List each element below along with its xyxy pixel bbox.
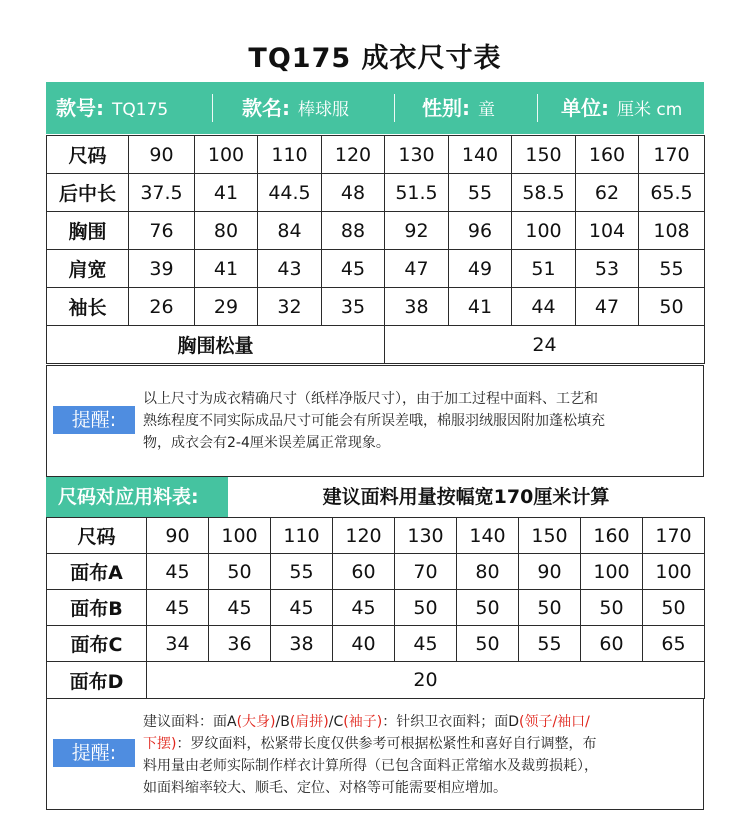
table-row xyxy=(47,662,705,699)
table-cell: 100 xyxy=(512,212,576,250)
table-row xyxy=(47,626,705,662)
table-cell: 50 xyxy=(209,554,271,590)
table-cell: 130 xyxy=(395,518,457,554)
fabric-table-label: 尺码对应用料表: xyxy=(46,477,228,517)
table-cell: 50 xyxy=(643,590,705,626)
table-cell: 65 xyxy=(643,626,705,662)
table-cell: 108 xyxy=(639,212,705,250)
ease-value: 24 xyxy=(385,326,705,364)
table-row xyxy=(47,590,705,626)
style-name-value: 棒球服 xyxy=(298,100,349,120)
table-cell: 90 xyxy=(519,554,581,590)
table-cell: 49 xyxy=(449,250,512,288)
table-cell: 55 xyxy=(449,174,512,212)
table-cell: 80 xyxy=(195,212,258,250)
unit-label: 单位: xyxy=(561,96,609,120)
table-cell: 120 xyxy=(333,518,395,554)
note-text xyxy=(143,388,703,454)
style-no-value: TQ175 xyxy=(112,100,169,120)
table-cell: 45 xyxy=(209,590,271,626)
table-cell: 90 xyxy=(147,518,209,554)
table-cell: 170 xyxy=(643,518,705,554)
table-cell: 44 xyxy=(512,288,576,326)
table-cell: 60 xyxy=(581,626,643,662)
table-cell: 120 xyxy=(322,136,385,174)
note-line: 料用量由老师实际制作样衣计算所得（已包含面料正常缩水及裁剪损耗）， xyxy=(143,758,598,774)
note-text xyxy=(143,711,703,799)
table-cell: 45 xyxy=(333,590,395,626)
table-row xyxy=(47,136,705,174)
table-cell: 62 xyxy=(576,174,639,212)
table-cell: 110 xyxy=(271,518,333,554)
table-cell: 100 xyxy=(209,518,271,554)
gender-value: 童 xyxy=(478,100,495,120)
table-row xyxy=(47,518,705,554)
row-label: 尺码 xyxy=(47,518,147,554)
table-cell: 45 xyxy=(147,554,209,590)
table-cell: 45 xyxy=(147,590,209,626)
table-cell: 35 xyxy=(322,288,385,326)
tip-badge: 提醒: xyxy=(53,739,135,767)
table-cell: 39 xyxy=(129,250,195,288)
table-cell: 41 xyxy=(195,250,258,288)
table-cell: 37.5 xyxy=(129,174,195,212)
table-cell: 53 xyxy=(576,250,639,288)
row-label: 袖长 xyxy=(47,288,129,326)
row-label: 胸围 xyxy=(47,212,129,250)
table-cell: 65.5 xyxy=(639,174,705,212)
fabric-heading: 建议面料用量按幅宽170厘米计算 xyxy=(322,486,610,508)
table-cell: 40 xyxy=(333,626,395,662)
table-cell: 32 xyxy=(258,288,322,326)
table-cell: 34 xyxy=(147,626,209,662)
table-cell: 100 xyxy=(643,554,705,590)
table-cell: 44.5 xyxy=(258,174,322,212)
table-cell: 110 xyxy=(258,136,322,174)
table-cell: 36 xyxy=(209,626,271,662)
table-cell: 48 xyxy=(322,174,385,212)
table-cell: 45 xyxy=(271,590,333,626)
table-cell: 140 xyxy=(457,518,519,554)
table-row xyxy=(47,554,705,590)
table-cell: 100 xyxy=(581,554,643,590)
header-divider xyxy=(394,94,395,122)
table-cell: 55 xyxy=(639,250,705,288)
table-cell: 38 xyxy=(271,626,333,662)
table-cell: 50 xyxy=(395,590,457,626)
unit xyxy=(561,82,682,134)
table-cell: 50 xyxy=(457,590,519,626)
table-cell: 45 xyxy=(322,250,385,288)
table-cell: 104 xyxy=(576,212,639,250)
row-label: 面布A xyxy=(47,554,147,590)
table-cell: 96 xyxy=(449,212,512,250)
table-row xyxy=(47,250,705,288)
header-divider xyxy=(212,94,213,122)
table-cell: 51.5 xyxy=(385,174,449,212)
tip-badge: 提醒: xyxy=(53,406,135,434)
table-cell: 170 xyxy=(639,136,705,174)
unit-value: 厘米 cm xyxy=(617,100,683,120)
row-label: 面布B xyxy=(47,590,147,626)
row-label: 肩宽 xyxy=(47,250,129,288)
table-cell: 150 xyxy=(512,136,576,174)
table-cell: 43 xyxy=(258,250,322,288)
table-cell: 41 xyxy=(195,174,258,212)
note-line: 下摆)：罗纹面料，松紧带长度仅供参考可根据松紧性和喜好自行调整，布 xyxy=(143,736,597,752)
style-no xyxy=(56,82,168,134)
table-row xyxy=(47,288,705,326)
table-row xyxy=(47,174,705,212)
size-table xyxy=(46,135,705,364)
gender-label: 性别: xyxy=(422,96,470,120)
table-cell: 160 xyxy=(576,136,639,174)
fabric-table xyxy=(46,517,705,699)
table-cell: 51 xyxy=(512,250,576,288)
note-line: 以上尺寸为成衣精确尺寸（纸样净版尺寸），由于加工过程中面料、工艺和 xyxy=(143,391,598,407)
table-cell: 38 xyxy=(385,288,449,326)
header-divider xyxy=(537,94,538,122)
table-cell: 58.5 xyxy=(512,174,576,212)
row-label: 面布D xyxy=(47,662,147,699)
table-cell: 80 xyxy=(457,554,519,590)
page-title: TQ175 成衣尺寸表 xyxy=(248,43,502,74)
table-cell: 50 xyxy=(639,288,705,326)
table-cell: 150 xyxy=(519,518,581,554)
note-line: 熟练程度不同实际成品尺寸可能会有所误差哦，棉服羽绒服因附加蓬松填充 xyxy=(143,413,605,429)
row-label: 面布C xyxy=(47,626,147,662)
row-label: 后中长 xyxy=(47,174,129,212)
row-label: 尺码 xyxy=(47,136,129,174)
table-row xyxy=(47,212,705,250)
table-cell: 41 xyxy=(449,288,512,326)
table-cell: 26 xyxy=(129,288,195,326)
table-cell: 90 xyxy=(129,136,195,174)
table-cell: 45 xyxy=(395,626,457,662)
info-header xyxy=(46,82,704,134)
table-cell: 88 xyxy=(322,212,385,250)
note-box xyxy=(46,698,704,810)
table-cell: 55 xyxy=(271,554,333,590)
table-cell: 55 xyxy=(519,626,581,662)
table-cell: 70 xyxy=(395,554,457,590)
table-cell: 92 xyxy=(385,212,449,250)
note-line: 物，成衣会有2-4厘米误差属正常现象。 xyxy=(143,435,390,451)
style-no-label: 款号: xyxy=(56,96,104,120)
table-cell: 130 xyxy=(385,136,449,174)
table-cell: 160 xyxy=(581,518,643,554)
table-cell: 29 xyxy=(195,288,258,326)
table-cell: 47 xyxy=(385,250,449,288)
gender xyxy=(422,82,495,134)
table-cell: 50 xyxy=(457,626,519,662)
style-name-label: 款名: xyxy=(242,96,290,120)
table-cell: 84 xyxy=(258,212,322,250)
ease-row xyxy=(47,326,705,364)
table-cell: 50 xyxy=(519,590,581,626)
table-cell: 76 xyxy=(129,212,195,250)
ease-label: 胸围松量 xyxy=(47,326,385,364)
table-cell: 100 xyxy=(195,136,258,174)
table-cell: 60 xyxy=(333,554,395,590)
note-line: 如面料缩率较大、顺毛、定位、对格等可能需要相应增加。 xyxy=(143,780,507,796)
table-cell: 47 xyxy=(576,288,639,326)
note-line: 建议面料：面A(大身)/B(肩拼)/C(袖子)：针织卫衣面料；面D(领子/袖口/ xyxy=(143,714,590,730)
table-cell: 20 xyxy=(147,662,705,699)
table-cell: 140 xyxy=(449,136,512,174)
style-name xyxy=(242,82,349,134)
table-cell: 50 xyxy=(581,590,643,626)
note-box xyxy=(46,365,704,477)
